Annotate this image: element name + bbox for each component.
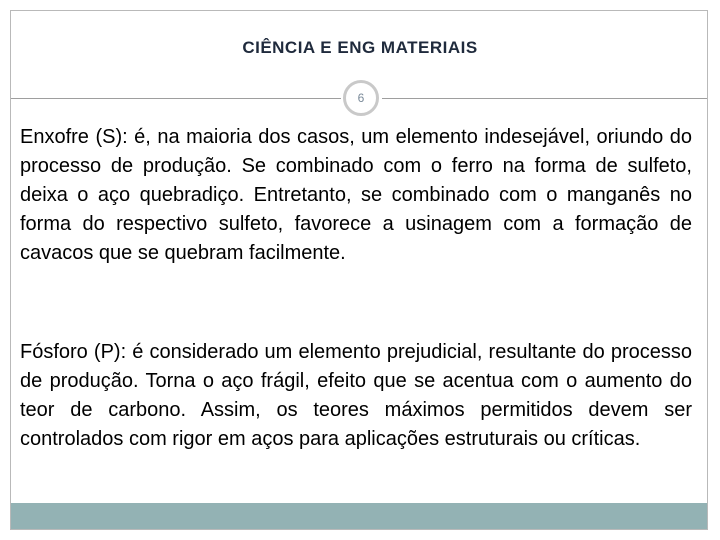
text-enxofre: : é, na maioria dos casos, um elemento indesejável, oriundo do processo de produção. Se combinado com o ferro na forma de sulfeto, deixa o aço quebradiço. Entretanto, se combinado com o manganês no forma do respectivo sulfeto, favorece a usinagem com a formação de cavacos que se quebram facilmente.: [20, 126, 692, 264]
slide-title: CIÊNCIA E ENG MATERIAIS: [242, 38, 478, 57]
footer-bar: [11, 503, 707, 529]
title-divider-right: [382, 98, 707, 99]
title-divider-left: [11, 98, 341, 99]
text-fosforo: : é considerado um elemento prejudicial, resultante do processo de produção. Torna o aço frágil, efeito que se acentua com o aumento do teor de carbono. Assim, os teores máximos permitidos devem ser controlados com rigor em aços para aplicações estruturais ou críticas.: [20, 341, 692, 450]
page-number-badge: [343, 80, 379, 116]
term-enxofre: Enxofre (S): [20, 126, 123, 148]
page-number: 6: [357, 91, 365, 105]
paragraph-enxofre: [20, 123, 692, 268]
paragraph-fosforo: [20, 338, 692, 454]
term-fosforo: Fósforo (P): [20, 341, 121, 363]
